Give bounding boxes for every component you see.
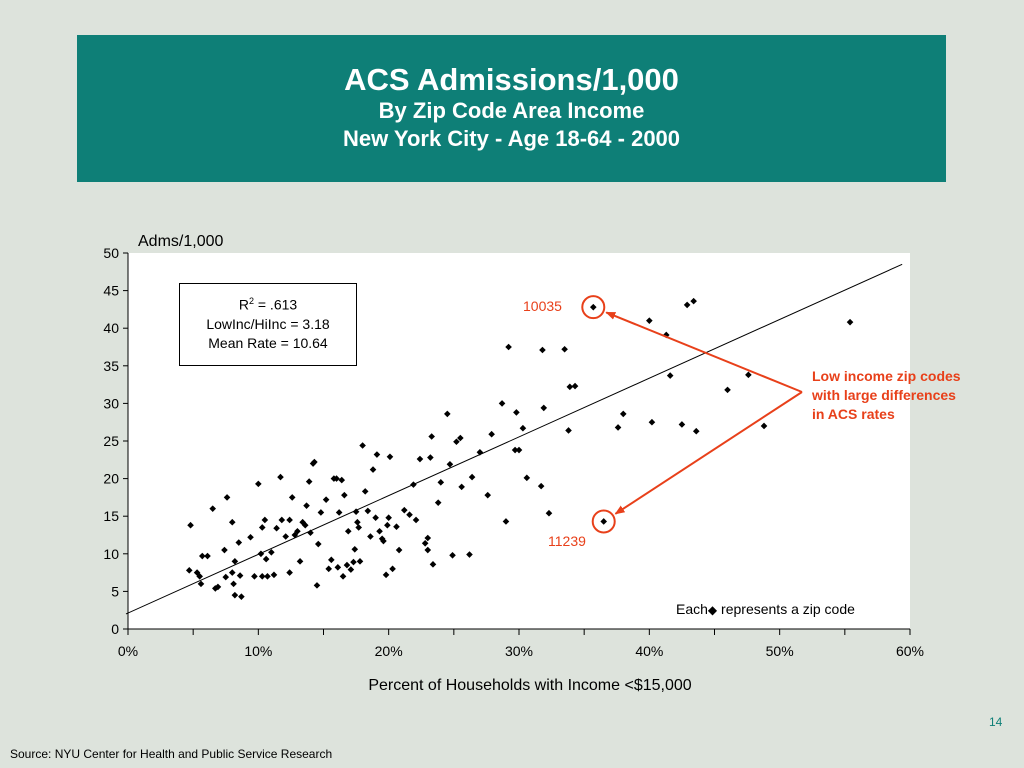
annotation-text bbox=[812, 367, 1012, 424]
legend-note bbox=[676, 601, 855, 617]
y-tick-label: 10 bbox=[103, 545, 119, 562]
page-number: 14 bbox=[989, 715, 1003, 729]
x-tick-label: 40% bbox=[635, 643, 664, 659]
x-tick-label: 60% bbox=[895, 643, 925, 659]
zip-label-10035: 10035 bbox=[523, 298, 562, 314]
x-axis bbox=[118, 629, 924, 659]
annotation-line-2: with large differences bbox=[812, 387, 956, 403]
x-tick-label: 0% bbox=[117, 643, 139, 659]
chart-title: ACS Admissions/1,000 bbox=[344, 62, 679, 97]
x-tick-label: 10% bbox=[244, 643, 273, 659]
r-squared-prefix: R bbox=[238, 296, 249, 313]
x-tick-label: 30% bbox=[504, 643, 534, 659]
stats-box bbox=[179, 283, 357, 366]
annotation-line-3: in ACS rates bbox=[812, 406, 895, 422]
zip-label-11239: 11239 bbox=[548, 533, 586, 549]
y-tick-label: 20 bbox=[103, 470, 119, 487]
y-tick-label: 40 bbox=[103, 320, 119, 337]
y-tick-label: 35 bbox=[103, 357, 119, 374]
r-squared-value: = .613 bbox=[253, 296, 298, 313]
r-squared-exponent: 2 bbox=[248, 296, 254, 306]
source-note: Source: NYU Center for Health and Public Service Research bbox=[10, 747, 333, 761]
x-axis-title: Percent of Households with Income <$15,000 bbox=[368, 677, 692, 694]
mean-rate: Mean Rate = 10.64 bbox=[208, 334, 328, 351]
y-tick-label: 45 bbox=[103, 282, 119, 299]
x-tick-label: 50% bbox=[765, 643, 794, 659]
r-squared bbox=[180, 292, 356, 315]
y-tick-label: 15 bbox=[103, 508, 119, 525]
y-tick-label: 25 bbox=[103, 433, 119, 449]
legend-prefix: Each bbox=[676, 601, 708, 617]
annotation-line-1: Low income zip codes bbox=[812, 368, 961, 384]
diamond-icon: ◆ bbox=[707, 603, 718, 617]
y-tick-label: 0 bbox=[111, 621, 119, 637]
y-tick-label: 30 bbox=[103, 395, 119, 412]
y-axis-title: Adms/1,000 bbox=[138, 233, 224, 250]
legend-suffix: represents a zip code bbox=[717, 601, 855, 617]
y-tick-label: 50 bbox=[103, 245, 119, 261]
chart-subtitle: By Zip Code Area Income bbox=[378, 98, 645, 123]
chart-subtitle-2: New York City - Age 18-64 - 2000 bbox=[342, 126, 681, 151]
y-axis bbox=[103, 245, 128, 637]
y-tick-label: 5 bbox=[111, 583, 119, 600]
x-tick-label: 20% bbox=[374, 643, 403, 659]
income-ratio: LowInc/HiInc = 3.18 bbox=[206, 315, 330, 332]
